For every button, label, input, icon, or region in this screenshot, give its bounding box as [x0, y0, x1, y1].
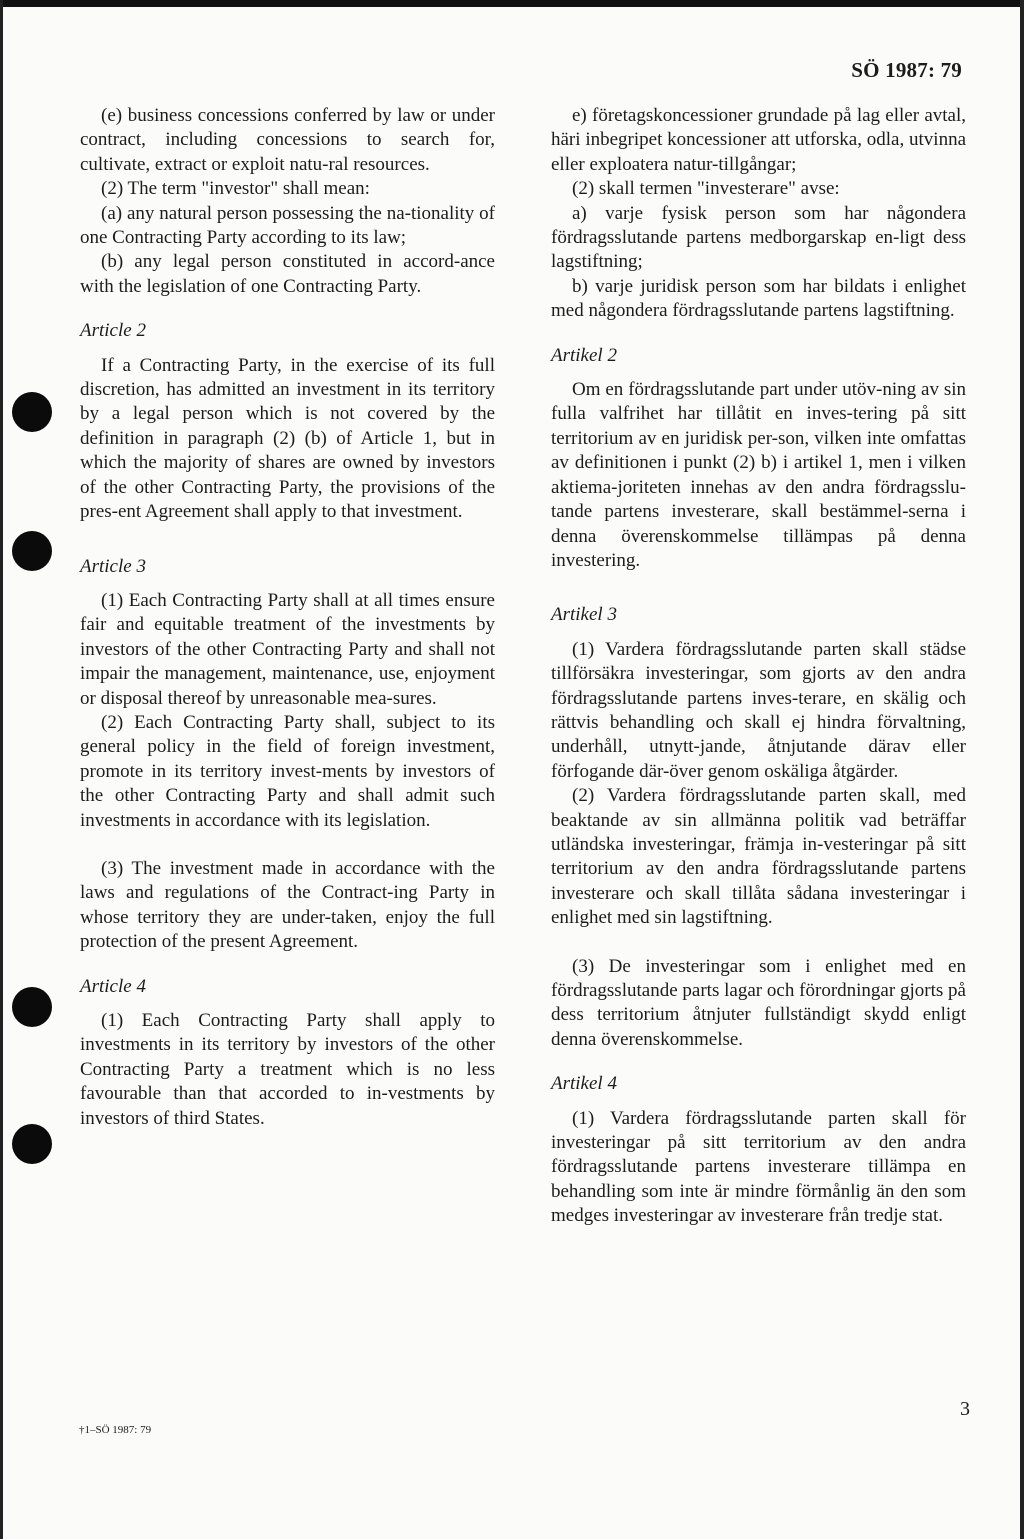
paragraph: (1) Vardera fördragsslutande parten skall städse tillförsäkra investeringar, som gjorts av den andra fördragsslutande partens inves-terare, en skälig och rättvis behandling och skall ej hindra förvaltning, underhåll, utnytt-jande, åtnjutande därav eller förfogande där-över genom oskäliga åtgärder.	[551, 638, 966, 782]
left-border	[0, 0, 3, 1539]
article-heading: Article 2	[80, 320, 146, 342]
punch-hole	[12, 531, 52, 571]
paragraph: (3) De investeringar som i enlighet med en fördragsslutande parts lagar och förordningar gjorts på dess territorium åtnjuter fullständigt skydd enligt denna överenskommelse.	[551, 955, 966, 1050]
top-border	[0, 0, 1024, 7]
paragraph: (2) Vardera fördragsslutande parten skall, med beaktande av sin allmänna politik vad beträffar utländska investeringar, främja in-vesteringar på sitt territorium av den andra fördragsslutande partens investerare och skall tillåta sådana investeringar i enlighet med sin lagstiftning.	[551, 785, 966, 929]
paragraph: (2) Each Contracting Party shall, subject to its general policy in the field of foreign investment, promote in its territory invest-ments by investors of the other Contracting Party and shall admit such investments in accordance with its legislation.	[80, 711, 495, 831]
punch-hole	[12, 392, 52, 432]
swedish-column	[551, 104, 966, 1229]
paragraph: e) företagskoncessioner grundade på lag eller avtal, häri inbegripet koncessioner att utforska, odla, utvinna eller exploatera natur-tillgångar;	[551, 105, 966, 175]
article-heading: Article 3	[80, 555, 146, 577]
page-number: 3	[960, 1398, 970, 1420]
paragraph: (1) Vardera fördragsslutande parten skall för investeringar på sitt territorium av den andra fördragsslutande partens investerare tillämpa en behandling som inte är mindre förmånlig än den som medges investeringar av investerare från tredje stat.	[551, 1107, 966, 1227]
paragraph: (1) Each Contracting Party shall at all times ensure fair and equitable treatment of the investments by investors of the other Contracting Party and shall not impair the management, maintenance, use, enjoyment or disposal thereof by unreasonable mea-sures.	[80, 589, 495, 709]
footer-code: †1–SÖ 1987: 79	[79, 1424, 152, 1436]
paragraph: Om en fördragsslutande part under utöv-ning av sin fulla valfrihet har tillåtit en inves-tering på sitt territorium av en juridisk per-son, vilken inte omfattas av definitionen i punkt (2) b) i artikel 1, men i vilken aktiema-joriteten innehas av den andra fördragsslu-tande partens investerare, skall bestämmel-serna i denna överenskommelse tillämpas på denna investering.	[551, 379, 966, 571]
paragraph: (2) The term "investor" shall mean:	[101, 178, 370, 200]
article-heading: Artikel 2	[551, 344, 617, 366]
paragraph: (1) Each Contracting Party shall apply to investments in its territory by investors of the other Contracting Party a treatment which is no less favourable than that accorded to in-vestments by investors of third States.	[80, 1010, 495, 1129]
punch-hole	[12, 987, 52, 1027]
paragraph: (e) business concessions conferred by law or under contract, including concessions to search for, cultivate, extract or exploit natu-ral resources.	[80, 105, 495, 175]
paragraph: (2) skall termen "investerare" avse:	[572, 178, 840, 200]
paragraph: If a Contracting Party, in the exercise of its full discretion, has admitted an investment in its territory by a legal person which is not covered by the definition in paragraph (2) (b) of Article 1, but in which the majority of shares are owned by investors of the other Contracting Party, the provisions of the pres-ent Agreement shall apply to that investment.	[80, 354, 495, 523]
english-column	[80, 104, 495, 1131]
document-reference: SÖ 1987: 79	[851, 58, 962, 82]
paragraph: (a) any natural person possessing the na-tionality of one Contracting Party according to its law;	[80, 202, 495, 249]
article-heading: Article 4	[80, 975, 146, 997]
article-heading: Artikel 3	[551, 604, 617, 626]
article-heading: Artikel 4	[551, 1073, 617, 1095]
paragraph: a) varje fysisk person som har någondera fördragsslutande partens medborgarskap en-ligt dess lagstiftning;	[551, 202, 966, 273]
paragraph: (b) any legal person constituted in accord-ance with the legislation of one Contracting Party.	[80, 251, 495, 297]
paragraph: b) varje juridisk person som har bildats i enlighet med någondera fördragsslutande partens lagstiftning.	[551, 275, 966, 322]
paragraph: (3) The investment made in accordance with the laws and regulations of the Contract-ing Party in whose territory they are under-taken, enjoy the full protection of the present Agreement.	[80, 857, 495, 953]
punch-hole	[12, 1124, 52, 1164]
right-border	[1020, 0, 1024, 1539]
